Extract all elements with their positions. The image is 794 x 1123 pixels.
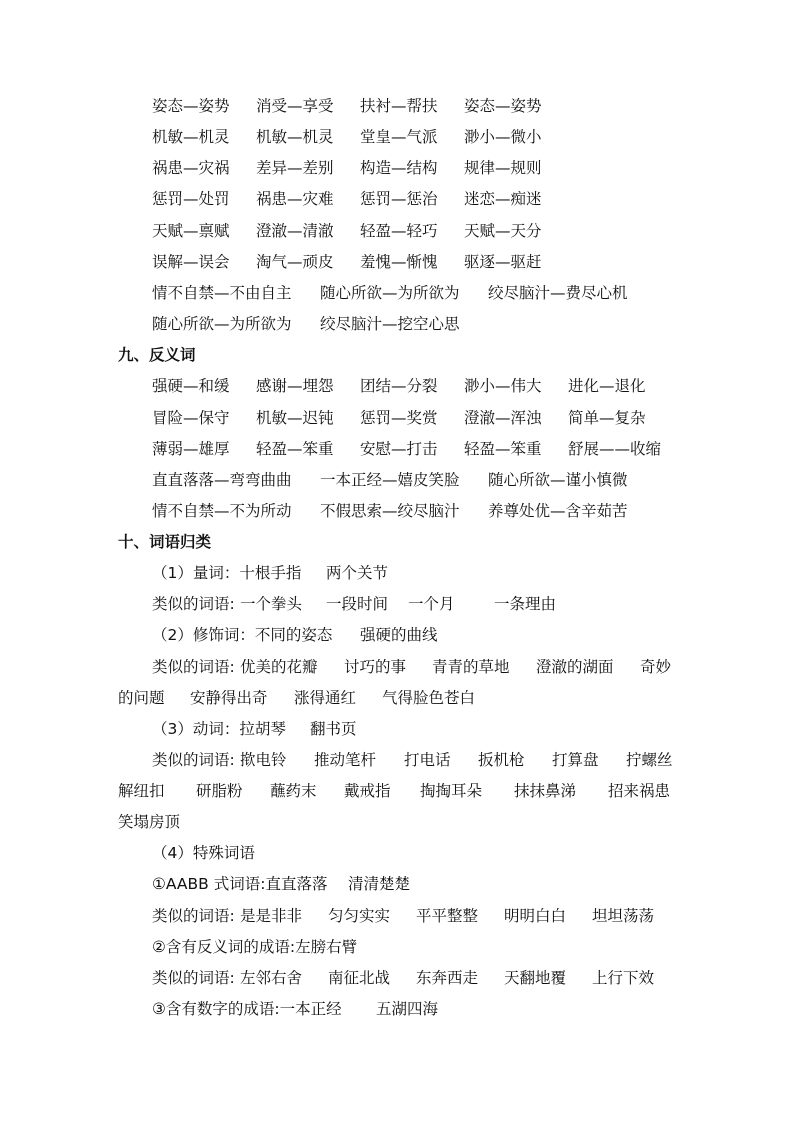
word-pair: 轻盈—轻巧 <box>360 222 438 240</box>
idiom-pair: 随心所欲—为所欲为 <box>152 315 292 333</box>
similar-words-continuation: 笑塌房顶 <box>118 813 181 831</box>
word-pair: 姿态—姿势 <box>464 97 542 115</box>
example-phrase: 气得脸色苍白 <box>382 689 476 707</box>
word-pair: 差异—差别 <box>256 159 334 177</box>
example-phrase: 一段时间 <box>326 595 389 613</box>
word-pair: 构造—结构 <box>360 159 438 177</box>
subcategory-label: ③含有数字的成语:一本正经 <box>152 1000 342 1018</box>
word-pair: 简单—复杂 <box>568 409 646 427</box>
similar-label: 类似的词语: <box>152 969 235 987</box>
example-phrase: 掏掏耳朵 <box>420 782 483 800</box>
word-pair: 薄弱—雄厚 <box>152 440 230 458</box>
word-pair: 轻盈—笨重 <box>256 440 334 458</box>
word-pair: 天赋—天分 <box>464 222 542 240</box>
idiom-pair: 情不自禁—不为所动 <box>152 502 292 520</box>
example-phrase: 扳机枪 <box>478 751 525 769</box>
example-phrase: 强硬的曲线 <box>360 626 438 644</box>
word-pair: 扶衬—帮扶 <box>360 97 438 115</box>
example-phrase: 戴戒指 <box>344 782 391 800</box>
example-phrase: 优美的花瓣 <box>240 658 318 676</box>
example-phrase: 蘸药末 <box>270 782 317 800</box>
example-phrase: 东奔西走 <box>416 969 479 987</box>
similar-label: 类似的词语: <box>152 907 235 925</box>
example-phrase: 抹抹鼻涕 <box>514 782 577 800</box>
word-pair: 冒险—保守 <box>152 409 230 427</box>
word-pair: 堂皇—气派 <box>360 128 438 146</box>
section-heading-word-classification: 十、词语归类 <box>118 533 212 551</box>
example-phrase: 招来祸患 <box>608 782 671 800</box>
word-pair: 渺小—伟大 <box>464 377 542 395</box>
word-pair: 驱逐—驱赶 <box>464 253 542 271</box>
word-pair: 机敏—机灵 <box>152 128 230 146</box>
similar-label: 类似的词语: <box>152 658 235 676</box>
example-phrase: 的问题 <box>118 689 165 707</box>
idiom-pair: 不假思索—绞尽脑汁 <box>320 502 460 520</box>
example-phrase: 天翻地覆 <box>504 969 567 987</box>
subcategory-label: ①AABB 式词语:直直落落 <box>152 875 328 893</box>
word-pair: 惩罚—处罚 <box>152 190 230 208</box>
idiom-pair: 一本正经—嬉皮笑脸 <box>320 471 460 489</box>
example-phrase: 一个月 <box>408 595 455 613</box>
example-phrase: 坦坦荡荡 <box>592 907 655 925</box>
example-phrase: 上行下效 <box>592 969 655 987</box>
word-pair: 强硬—和缓 <box>152 377 230 395</box>
word-pair: 淘气—顽皮 <box>256 253 334 271</box>
example-phrase: 明明白白 <box>504 907 567 925</box>
word-pair: 规律—规则 <box>464 159 542 177</box>
example-phrase: 讨巧的事 <box>344 658 407 676</box>
word-pair: 羞愧—惭愧 <box>360 253 438 271</box>
word-pair: 惩罚—惩治 <box>360 190 438 208</box>
word-pair: 感谢—埋怨 <box>256 377 334 395</box>
idiom-pair: 情不自禁—不由自主 <box>152 284 292 302</box>
idiom-pair: 直直落落—弯弯曲曲 <box>152 471 292 489</box>
word-pair: 团结—分裂 <box>360 377 438 395</box>
idiom-pair: 随心所欲—谨小慎微 <box>488 471 628 489</box>
example-phrase: 匀匀实实 <box>328 907 391 925</box>
similar-label: 类似的词语: <box>152 751 235 769</box>
subcategory-label: ②含有反义词的成语:左膀右臂 <box>152 938 358 956</box>
word-pair: 姿态—姿势 <box>152 97 230 115</box>
word-pair: 祸患—灾祸 <box>152 159 230 177</box>
idiom-pair: 养尊处优—含辛茹苦 <box>488 502 628 520</box>
example-phrase: 左邻右舍 <box>240 969 303 987</box>
example-phrase: 揿电铃 <box>240 751 287 769</box>
similar-label: 类似的词语: <box>152 595 235 613</box>
example-phrase: 推动笔杆 <box>314 751 377 769</box>
example-phrase: 南征北战 <box>328 969 391 987</box>
word-pair: 消受—享受 <box>256 97 334 115</box>
word-pair: 澄澈—清澈 <box>256 222 334 240</box>
word-pair: 惩罚—奖赏 <box>360 409 438 427</box>
example-phrase: 青青的草地 <box>432 658 510 676</box>
example-phrase: 打算盘 <box>552 751 599 769</box>
word-pair: 误解—误会 <box>152 253 230 271</box>
example-phrase: 五湖四海 <box>376 1000 439 1018</box>
word-pair: 澄澈—浑浊 <box>464 409 542 427</box>
example-phrase: 平平整整 <box>416 907 479 925</box>
word-pair: 机敏—迟钝 <box>256 409 334 427</box>
idiom-pair: 随心所欲—为所欲为 <box>320 284 460 302</box>
category-label: （3）动词：拉胡琴 <box>152 720 286 738</box>
example-phrase: 拧螺丝 <box>626 751 673 769</box>
example-phrase: 涨得通红 <box>294 689 357 707</box>
example-phrase: 澄澈的湖面 <box>536 658 614 676</box>
example-phrase: 一个拳头 <box>240 595 303 613</box>
example-phrase: 解纽扣 <box>118 782 165 800</box>
word-pair: 舒展——收缩 <box>568 440 662 458</box>
word-pair: 渺小—微小 <box>464 128 542 146</box>
word-pair: 进化—退化 <box>568 377 646 395</box>
example-phrase: 两个关节 <box>326 564 389 582</box>
word-pair: 天赋—禀赋 <box>152 222 230 240</box>
example-phrase: 清清楚楚 <box>348 875 411 893</box>
word-pair: 安慰—打击 <box>360 440 438 458</box>
example-phrase: 一条理由 <box>494 595 557 613</box>
category-label: （4）特殊词语 <box>152 844 255 862</box>
example-phrase: 打电话 <box>404 751 451 769</box>
word-pair: 轻盈—笨重 <box>464 440 542 458</box>
word-pair: 迷恋—痴迷 <box>464 190 542 208</box>
example-phrase: 奇妙 <box>640 658 672 676</box>
category-label: （2）修饰词：不同的姿态 <box>152 626 333 644</box>
example-phrase: 是是非非 <box>240 907 303 925</box>
section-heading-antonyms: 九、反义词 <box>118 346 196 364</box>
idiom-pair: 绞尽脑汁—费尽心机 <box>488 284 628 302</box>
word-pair: 机敏—机灵 <box>256 128 334 146</box>
example-phrase: 安静得出奇 <box>190 689 268 707</box>
category-label: （1）量词：十根手指 <box>152 564 302 582</box>
word-pair: 祸患—灾难 <box>256 190 334 208</box>
idiom-pair: 绞尽脑汁—挖空心思 <box>320 315 460 333</box>
example-phrase: 研脂粉 <box>196 782 243 800</box>
example-phrase: 翻书页 <box>310 720 357 738</box>
